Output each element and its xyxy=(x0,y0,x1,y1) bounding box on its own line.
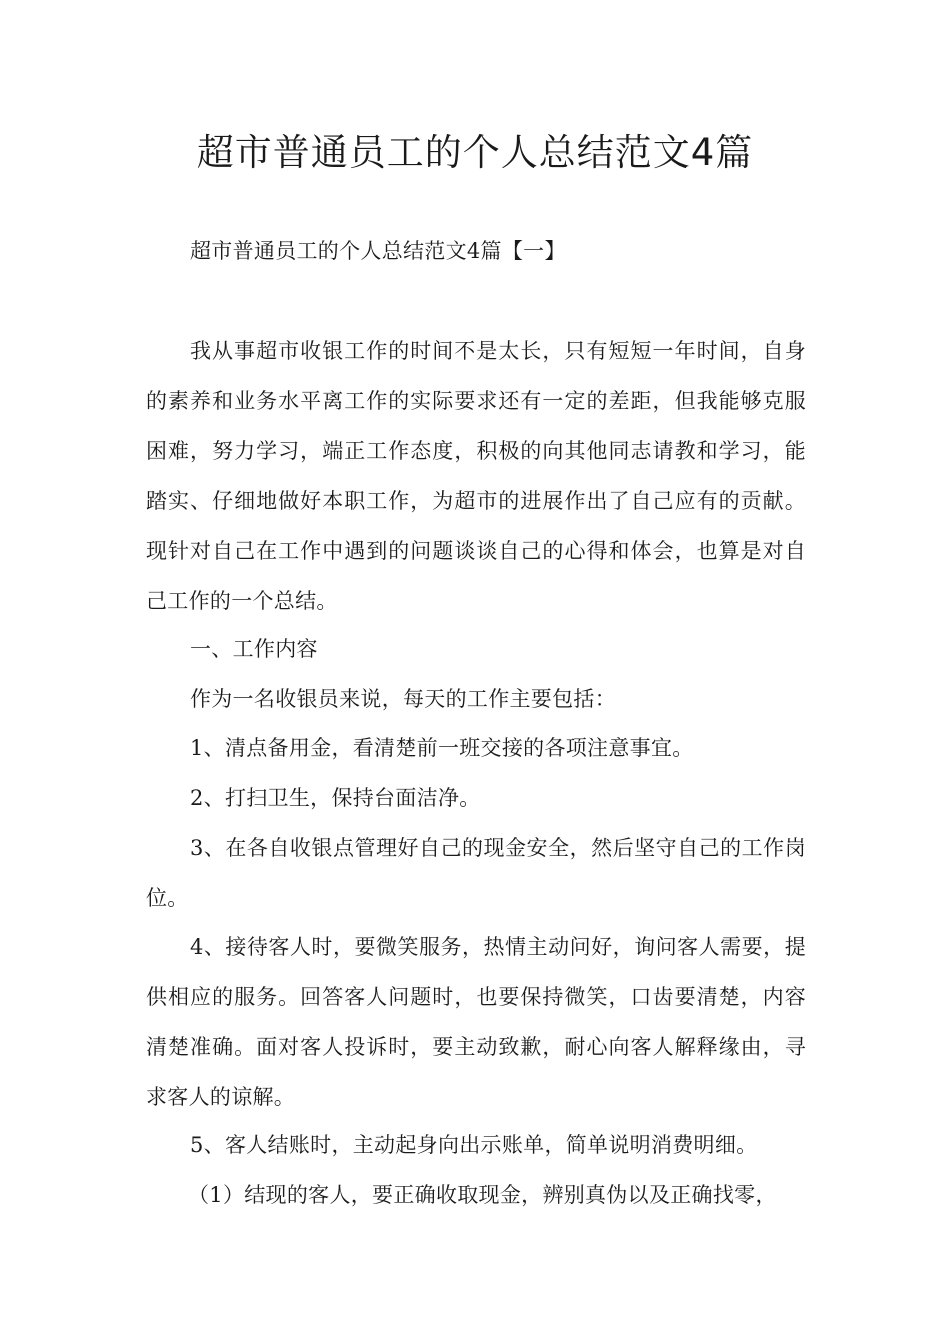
list-item-5: 5、客人结账时，主动起身向出示账单，简单说明消费明细。 xyxy=(190,1133,758,1157)
section-heading: 超市普通员工的个人总结范文4篇【一】 xyxy=(190,239,566,263)
list-item-4: 4、接待客人时，要微笑服务，热情主动问好，询问客人需要，提供相应的服务。回答客人问题时，也要保持微笑，口齿要清楚，内容清楚准确。面对客人投诉时，要主动致歉，耐心向客人解释缘由，寻求客人的谅解。 xyxy=(146,935,806,1109)
sub-item-1: （1）结现的客人，要正确收取现金，辨别真伪以及正确找零， xyxy=(188,1183,777,1207)
list-item-3: 3、在各自收银点管理好自己的现金安全，然后坚守自己的工作岗位。 xyxy=(146,836,806,910)
document-title: 超市普通员工的个人总结范文4篇 xyxy=(196,131,754,174)
list-item-1: 1、清点备用金，看清楚前一班交接的各项注意事宜。 xyxy=(190,736,694,760)
heading-work-content: 一、工作内容 xyxy=(190,637,318,661)
paragraph-intro: 我从事超市收银工作的时间不是太长，只有短短一年时间，自身的素养和业务水平离工作的实际要求还有一定的差距，但我能够克服困难，努力学习，端正工作态度，积极的向其他同志请教和学习，能踏实、仔细地做好本职工作，为超市的进展作出了自己应有的贡献。现针对自己在工作中遇到的问题谈谈自己的心得和体会，也算是对自己工作的一个总结。 xyxy=(146,339,806,613)
list-item-2: 2、打扫卫生，保持台面洁净。 xyxy=(190,786,481,810)
paragraph-duties-intro: 作为一名收银员来说，每天的工作主要包括： xyxy=(190,687,616,711)
